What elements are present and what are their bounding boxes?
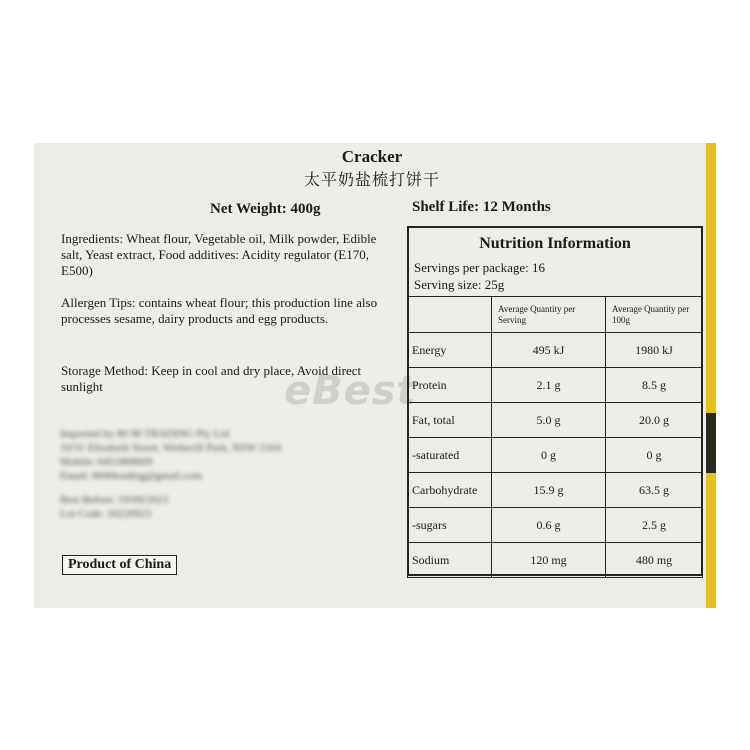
header-per-serving: Average Quantity per Serving	[492, 297, 606, 333]
per-100g-value: 63.5 g	[606, 473, 703, 508]
nutrition-table	[407, 296, 703, 578]
net-weight: Net Weight: 400g	[210, 201, 321, 217]
shelf-life: Shelf Life: 12 Months	[412, 199, 551, 215]
nutrient-name: Fat, total	[408, 403, 492, 438]
table-row	[408, 438, 703, 473]
nutrient-name: Sodium	[408, 543, 492, 578]
importer-line: Imported by 80 90 TRADING Pty Ltd	[60, 428, 230, 440]
header-empty-cell	[408, 297, 492, 333]
storage-text: Storage Method: Keep in cool and dry place, Avoid direct sunlight	[61, 363, 362, 394]
table-row	[408, 368, 703, 403]
per-serving-value: 0 g	[492, 438, 606, 473]
per-serving-value: 120 mg	[492, 543, 606, 578]
nutrient-name: Energy	[408, 333, 492, 368]
nutrient-name: -saturated	[408, 438, 492, 473]
nutrient-name: Protein	[408, 368, 492, 403]
per-serving-value: 0.6 g	[492, 508, 606, 543]
nutrient-name: -sugars	[408, 508, 492, 543]
table-row	[408, 543, 703, 578]
package-edge	[706, 143, 716, 608]
watermark-logo: eBest	[284, 368, 417, 414]
importer-line: Best Before: 19/09/2023	[60, 494, 169, 506]
per-serving-value: 5.0 g	[492, 403, 606, 438]
per-100g-value: 1980 kJ	[606, 333, 703, 368]
importer-line: Email: 8090trading@gmail.com	[60, 470, 203, 482]
per-100g-value: 8.5 g	[606, 368, 703, 403]
table-header-row	[408, 297, 703, 333]
table-row	[408, 333, 703, 368]
per-100g-value: 480 mg	[606, 543, 703, 578]
importer-line: Mobile: 0451868609	[60, 456, 153, 468]
origin-badge: Product of China	[62, 555, 177, 575]
per-100g-value: 2.5 g	[606, 508, 703, 543]
per-serving-value: 15.9 g	[492, 473, 606, 508]
per-serving-value: 2.1 g	[492, 368, 606, 403]
importer-line: Lot Code: 20220923	[60, 508, 152, 520]
product-label	[34, 143, 710, 608]
table-row	[408, 473, 703, 508]
servings-per-package: Servings per package: 16	[414, 260, 546, 275]
importer-line: 10/31 Elizabeth Street, Wetherill Park, NSW 2164	[60, 442, 282, 454]
product-title-english: Cracker	[341, 147, 403, 166]
ingredients-text: Ingredients: Wheat flour, Vegetable oil, Milk powder, Edible salt, Yeast extract, Food additives: Acidity regulator (E170, E500)	[61, 231, 377, 278]
per-100g-value: 0 g	[606, 438, 703, 473]
serving-size: Serving size: 25g	[414, 277, 505, 292]
nutrition-panel	[407, 226, 703, 576]
table-row	[408, 508, 703, 543]
importer-info-blurred	[60, 427, 400, 537]
package-edge-dark-band	[706, 413, 716, 473]
product-title-chinese: 太平奶盐梳打饼干	[303, 170, 440, 189]
table-row	[408, 403, 703, 438]
per-100g-value: 20.0 g	[606, 403, 703, 438]
per-serving-value: 495 kJ	[492, 333, 606, 368]
header-per-100g: Average Quantity per 100g	[606, 297, 703, 333]
nutrition-title: Nutrition Information	[479, 235, 631, 252]
allergen-text: Allergen Tips: contains wheat flour; this production line also processes sesame, dairy products and egg products.	[61, 295, 378, 326]
nutrient-name: Carbohydrate	[408, 473, 492, 508]
